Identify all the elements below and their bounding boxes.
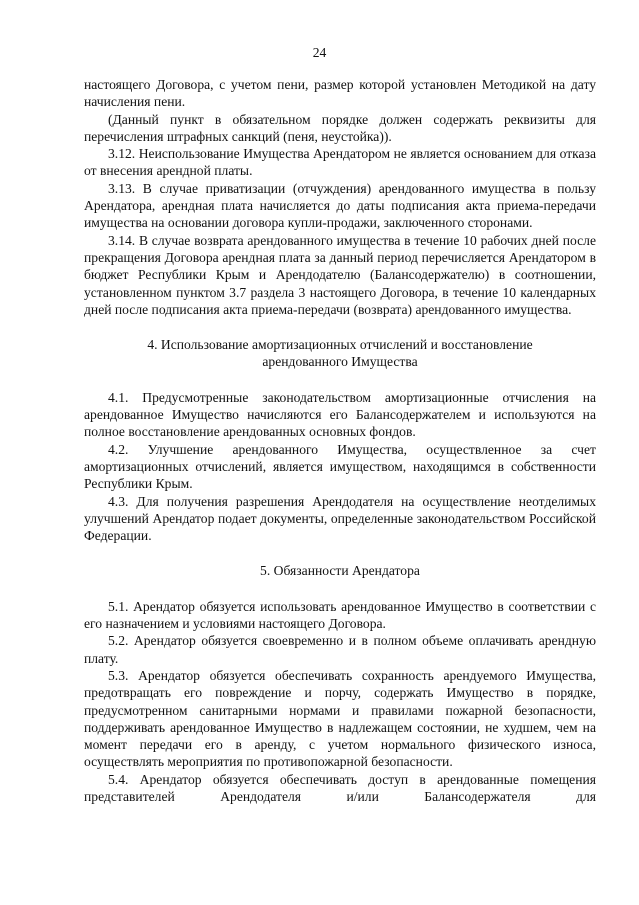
paragraph: (Данный пункт в обязательном порядке должен содержать реквизиты для перечисления штрафных санкций (пеня, неустойка)). xyxy=(84,111,596,144)
paragraph: 4.3. Для получения разрешения Арендодателя на осуществление неотделимых улучшений Арендатор подает документы, определенные законодательством Российской Федерации. xyxy=(84,493,596,544)
paragraph: 4.1. Предусмотренные законодательством амортизационные отчисления на арендованное Имущество начисляются его Балансодержателем и используются на полное восстановление арендованных основных фондов. xyxy=(84,389,596,440)
paragraph: 5.2. Арендатор обязуется своевременно и в полном объеме оплачивать арендную плату. xyxy=(84,633,596,666)
paragraph: 5.3. Арендатор обязуется обеспечивать сохранность арендуемого Имущества, предотвращать его повреждение и порчу, содержать Имущество в порядке, предусмотренном санитарными нормами и правилами пожарной безопасности, поддерживать арендованное Имущество в надлежащем состоянии, не худшем, чем на момент передачи его в аренду, с учетом нормального физического износа, осуществлять мероприятия по противопожарной безопасности. xyxy=(84,667,596,770)
paragraph: 3.13. В случае приватизации (отчуждения) арендованного имущества в пользу Арендатора, арендная плата начисляется до даты подписания акта приема-передачи имущества на основании договора купли-продажи, заключенного сторонами. xyxy=(84,180,596,231)
page-number: 24 xyxy=(312,45,327,60)
section-spacer xyxy=(84,544,596,562)
section-heading-line: 4. Использование амортизационных отчислений и восстановление xyxy=(147,337,533,353)
section-spacer xyxy=(84,580,596,598)
paragraph: 4.2. Улучшение арендованного Имущества, осуществленное за счет амортизационных отчислений, является имуществом, находящимся в собственности Республики Крым. xyxy=(84,441,596,492)
section-heading-line: 5. Обязанности Арендатора xyxy=(260,563,420,579)
section-heading-line: арендованного Имущества xyxy=(262,354,418,370)
paragraph: 3.12. Неиспользование Имущества Арендатором не является основанием для отказа от внесения арендной платы. xyxy=(84,146,596,179)
section-spacer xyxy=(84,371,596,389)
section-spacer xyxy=(84,318,596,336)
paragraph: 5.4. Арендатор обязуется обеспечивать доступ в арендованные помещения представителей Арендодателя и/или Балансодержателя для xyxy=(84,771,596,804)
paragraph: 3.14. В случае возврата арендованного имущества в течение 10 рабочих дней после прекращения Договора арендная плата за данный период перечисляется Арендатором в бюджет Республики Крым и Арендодателю (Балансодержателю) в соотношении, установленном пунктом 3.7 раздела 3 настоящего Договора, в течение 10 календарных дней после подписания акта приема-передачи (возврата) арендованного имущества. xyxy=(84,232,596,317)
document-body xyxy=(84,76,596,805)
paragraph: 5.1. Арендатор обязуется использовать арендованное Имущество в соответствии с его назначением и условиями настоящего Договора. xyxy=(84,598,596,632)
paragraph: настоящего Договора, с учетом пени, размер которой установлен Методикой на дату начисления пени. xyxy=(84,77,596,110)
